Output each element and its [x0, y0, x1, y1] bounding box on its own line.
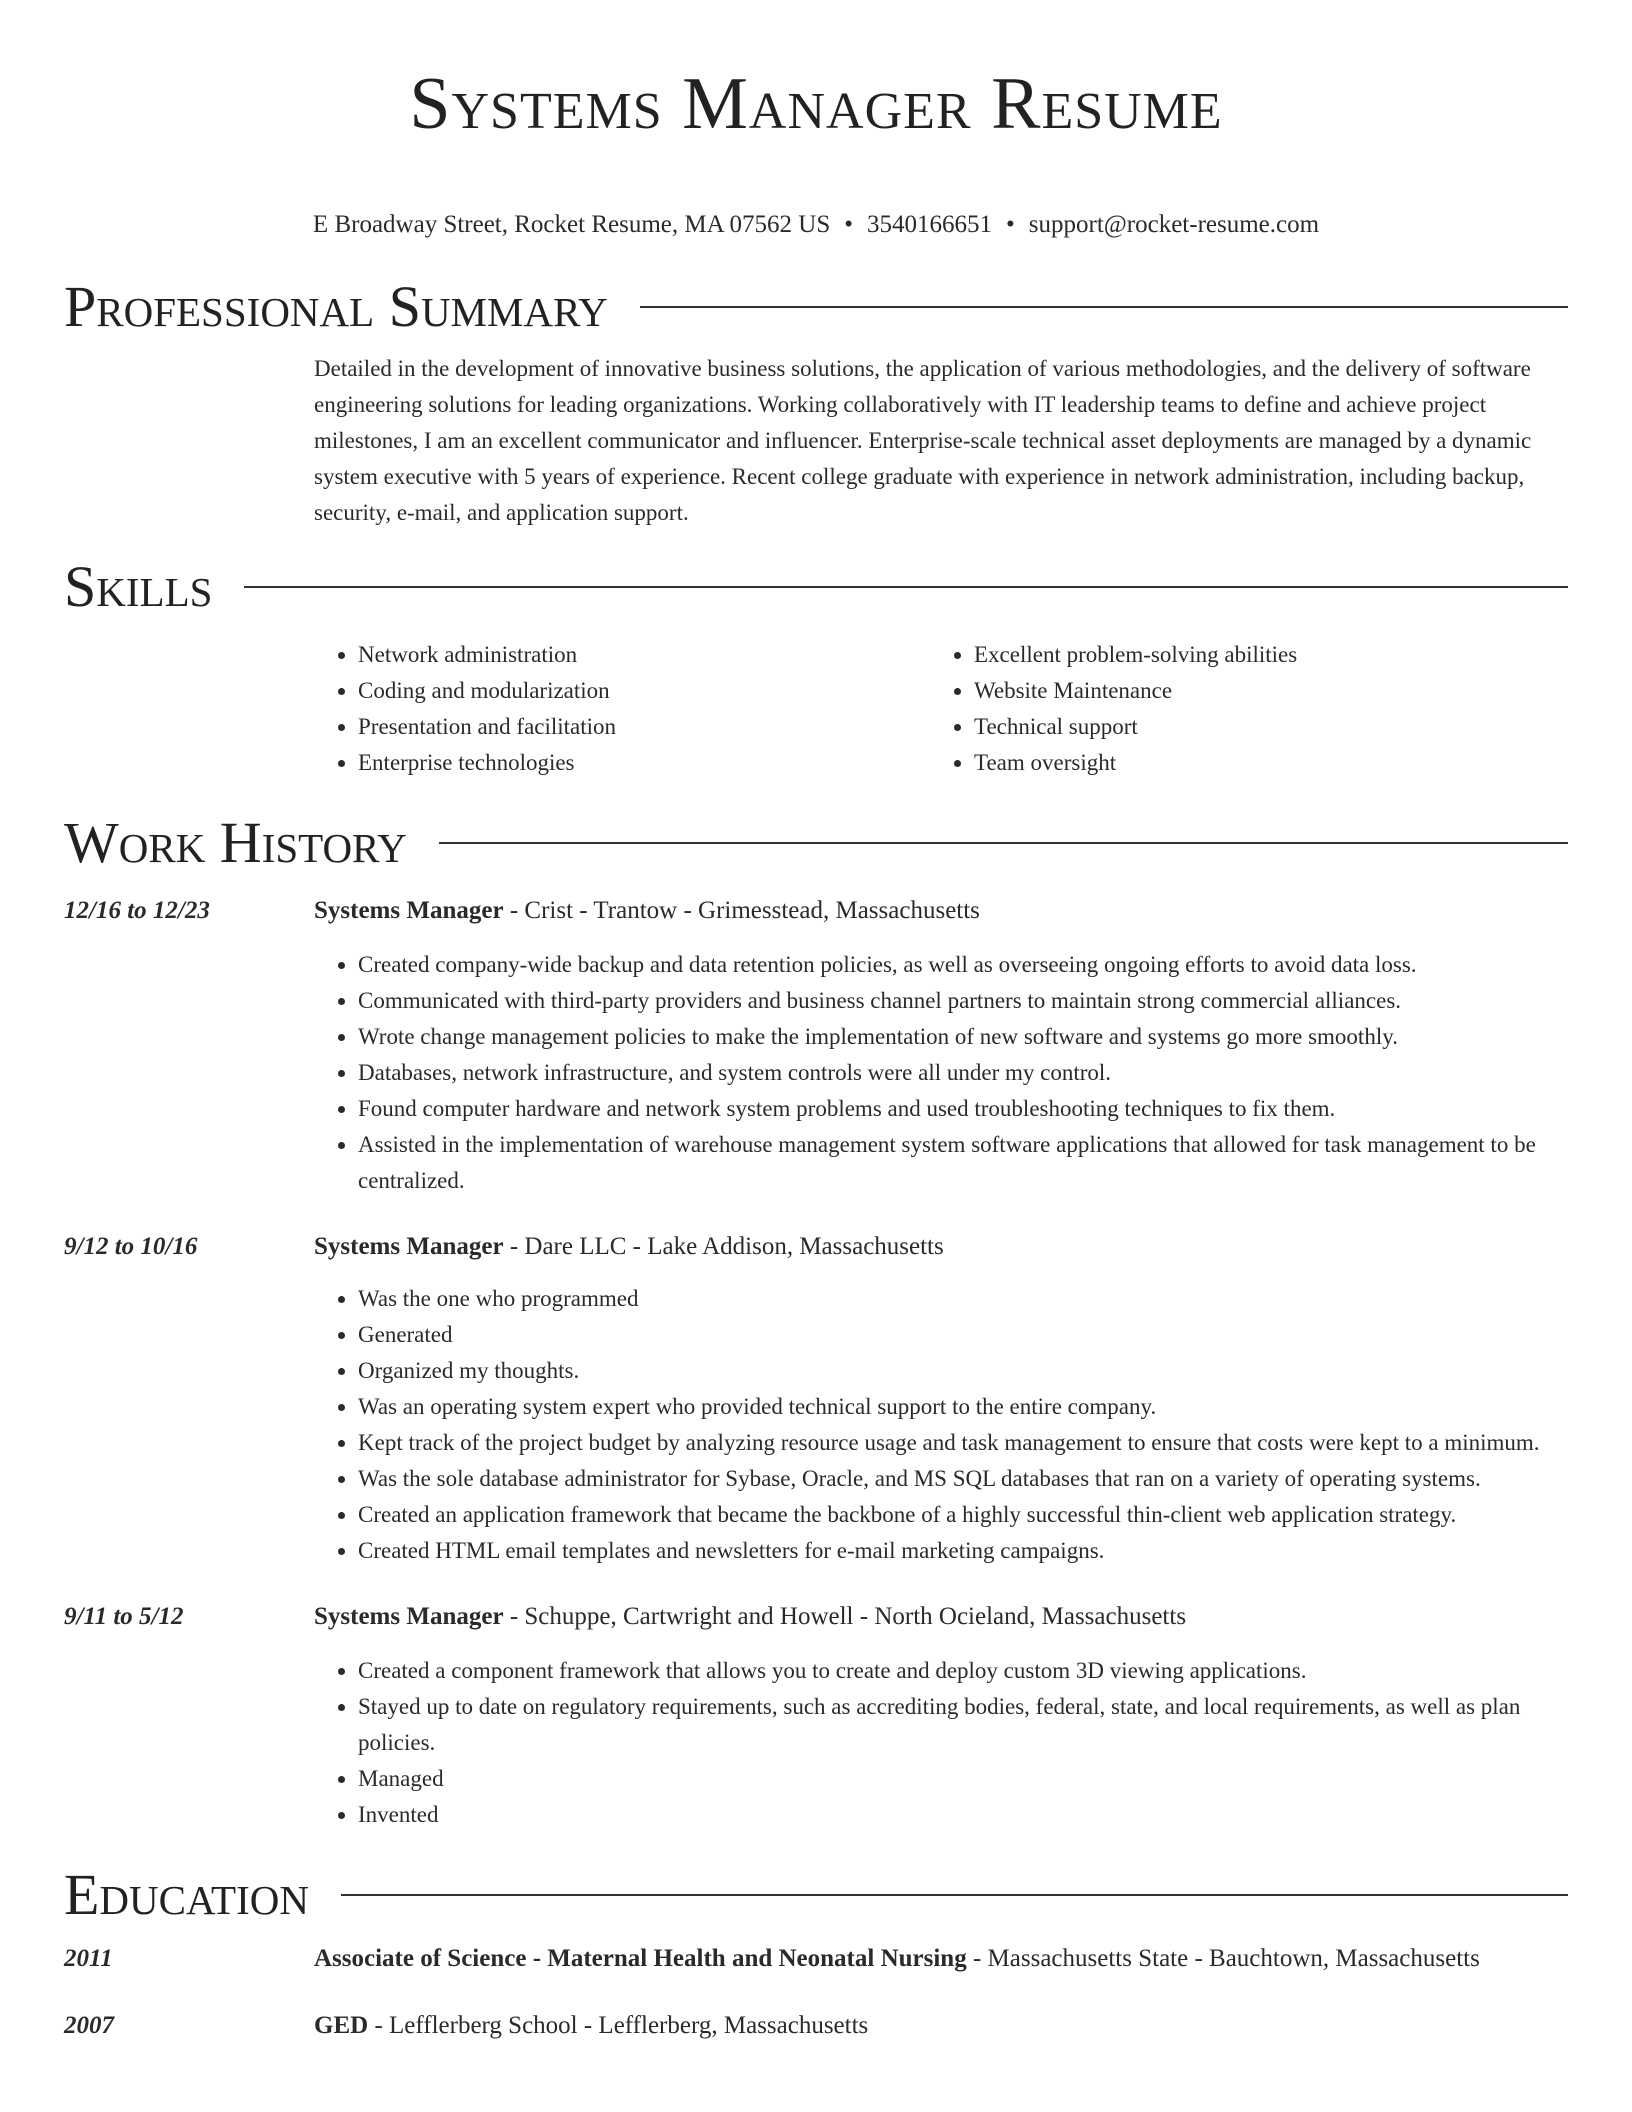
contact-separator: •	[844, 211, 853, 238]
job-bullets-wrap	[314, 1281, 1568, 1569]
skill-item: • Website Maintenance	[974, 673, 1546, 709]
job-bullet: • Was the sole database administrator for Sybase, Oracle, and MS SQL databases that ran on a variety of operating systems.	[358, 1461, 1568, 1497]
job-bullet: • Created HTML email templates and newsletters for e-mail marketing campaigns.	[358, 1533, 1568, 1569]
job-bullet: • Was an operating system expert who provided technical support to the entire company.	[358, 1389, 1568, 1425]
job-bullet: • Created a component framework that allows you to create and deploy custom 3D viewing applications.	[358, 1653, 1568, 1689]
job-bullet: • Generated	[358, 1317, 1568, 1353]
skills-column-left	[314, 637, 930, 781]
education-degree: Associate of Science - Maternal Health and Neonatal Nursing	[314, 1945, 967, 1972]
job-bullet: • Created company-wide backup and data retention policies, as well as overseeing ongoing efforts to avoid data loss.	[358, 947, 1568, 983]
education-school: - Lefflerberg School - Lefflerberg, Massachusetts	[368, 2012, 869, 2039]
job-bullet: • Managed	[358, 1761, 1568, 1797]
education-degree: GED	[314, 2012, 369, 2039]
job-role: Systems Manager	[314, 1233, 504, 1260]
education-entry	[64, 2008, 1568, 2044]
job-role: Systems Manager	[314, 897, 504, 924]
job-bullet: • Stayed up to date on regulatory requirements, such as accrediting bodies, federal, state, and local requirements, as well as plan policies.	[358, 1689, 1568, 1761]
education-line	[314, 1941, 1480, 1977]
summary-body	[314, 351, 1568, 531]
job-employer: - Schuppe, Cartwright and Howell - North Ocieland, Massachusetts	[503, 1603, 1187, 1630]
job-bullet: • Assisted in the implementation of warehouse management system software applications that allowed for task management to be centralized.	[358, 1127, 1568, 1199]
contact-line	[64, 210, 1568, 240]
education-year: 2007	[64, 2012, 114, 2039]
section-divider	[640, 306, 1568, 308]
education-heading: Education	[64, 1862, 309, 1927]
job-employer: - Crist - Trantow - Grimesstead, Massachusetts	[503, 897, 980, 924]
job-title-line	[314, 1229, 944, 1265]
summary-text: Detailed in the development of innovative business solutions, the application of various methodologies, and the delivery of software engineering solutions for leading organizations. Working collaboratively with IT leadership teams to define and achieve project milestones, I am an excellent communicator and influencer. Enterprise-scale technical asset deployments are managed by a dynamic system executive with 5 years of experience. Recent college graduate with experience in network administration, including backup, security, e-mail, and application support.	[314, 356, 1532, 525]
job-bullet: • Created an application framework that became the backbone of a highly successful thin-client web application strategy.	[358, 1497, 1568, 1533]
skill-item: • Excellent problem-solving abilities	[974, 637, 1546, 673]
job-dates: 12/16 to 12/23	[64, 897, 210, 924]
contact-email: support@rocket-resume.com	[1028, 211, 1320, 238]
job-employer: - Dare LLC - Lake Addison, Massachusetts	[503, 1233, 944, 1260]
job-bullet: • Databases, network infrastructure, and system controls were all under my control.	[358, 1055, 1568, 1091]
section-divider	[341, 1894, 1568, 1896]
job-bullets-wrap	[314, 947, 1568, 1199]
skill-item: • Presentation and facilitation	[358, 709, 930, 745]
skills-column-right	[930, 637, 1546, 781]
education-year: 2011	[64, 1945, 113, 1972]
job-header	[64, 1599, 1568, 1635]
skill-item: • Team oversight	[974, 745, 1546, 781]
contact-phone: 3540166651	[867, 211, 992, 238]
summary-section-header	[64, 275, 1568, 339]
education-school: - Massachusetts State - Bauchtown, Massachusetts	[966, 1945, 1480, 1972]
job-bullet: • Kept track of the project budget by analyzing resource usage and task management to ensure that costs were kept to a minimum.	[358, 1425, 1568, 1461]
skill-item: • Coding and modularization	[358, 673, 930, 709]
section-divider	[244, 586, 1568, 588]
job-bullets	[314, 1653, 1568, 1833]
job-dates: 9/12 to 10/16	[64, 1233, 198, 1260]
work-heading: Work History	[64, 810, 407, 875]
education-section-header	[64, 1863, 1568, 1927]
education-line	[314, 2008, 868, 2044]
skill-item: • Technical support	[974, 709, 1546, 745]
job-title-line	[314, 1599, 1186, 1635]
job-bullet: • Wrote change management policies to make the implementation of new software and systems go more smoothly.	[358, 1019, 1568, 1055]
job-header	[64, 1229, 1568, 1265]
resume-title: Systems Manager Resume	[409, 63, 1223, 145]
contact-separator: •	[1006, 211, 1015, 238]
job-role: Systems Manager	[314, 1603, 504, 1630]
job-bullet: • Organized my thoughts.	[358, 1353, 1568, 1389]
job-bullet: • Communicated with third-party providers and business channel partners to maintain strong commercial alliances.	[358, 983, 1568, 1019]
summary-heading: Professional Summary	[64, 274, 608, 339]
job-title-line	[314, 893, 980, 929]
job-bullet: • Found computer hardware and network system problems and used troubleshooting techniques to fix them.	[358, 1091, 1568, 1127]
skills-list	[314, 637, 1568, 781]
job-dates: 9/11 to 5/12	[64, 1603, 184, 1630]
job-bullets-wrap	[314, 1653, 1568, 1833]
job-bullets	[314, 1281, 1568, 1569]
education-entry	[64, 1941, 1568, 1977]
skills-section-header	[64, 555, 1568, 619]
job-bullet: • Invented	[358, 1797, 1568, 1833]
job-bullets	[314, 947, 1568, 1199]
skills-heading: Skills	[64, 554, 213, 619]
work-section-header	[64, 811, 1568, 875]
section-divider	[439, 842, 1568, 844]
job-entry	[64, 893, 1568, 1199]
job-header	[64, 893, 1568, 929]
skill-item: • Network administration	[358, 637, 930, 673]
job-bullet: • Was the one who programmed	[358, 1281, 1568, 1317]
contact-address: E Broadway Street, Rocket Resume, MA 07562 US	[312, 211, 831, 238]
job-entry	[64, 1229, 1568, 1569]
job-entry	[64, 1599, 1568, 1833]
skill-item: • Enterprise technologies	[358, 745, 930, 781]
